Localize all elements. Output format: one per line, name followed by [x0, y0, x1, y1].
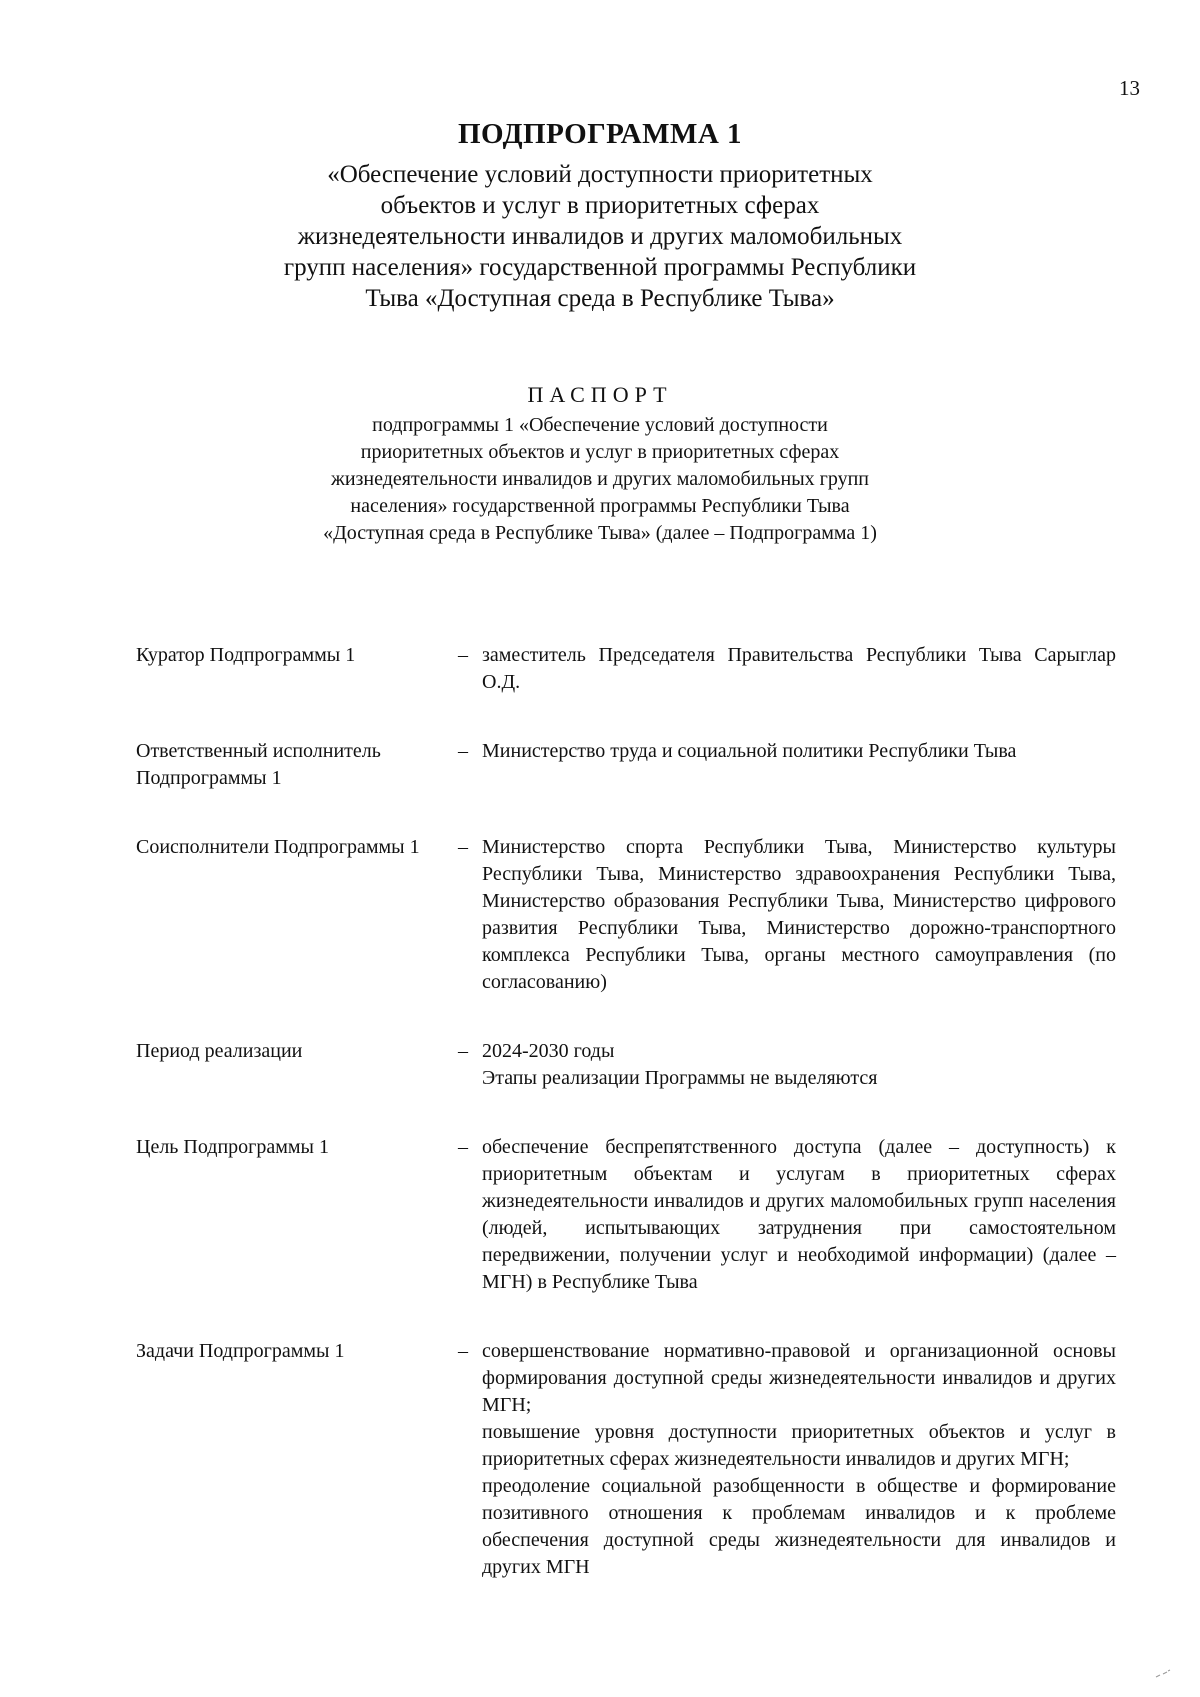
row-value: [482, 738, 1116, 792]
row-dash: –: [458, 1136, 468, 1158]
row-value-text: Министерство спорта Республики Тыва, Министерство культуры Республики Тыва, Министерство здравоохранения Республики Тыва, Министерство образования Республики Тыва, Министерство цифрового развития Республики Тыва, Министерство дорожно-транспортного комплекса Республики Тыва, органы местного самоуправления (по согласованию): [482, 836, 1116, 993]
row-value-text: повышение уровня доступности приоритетных объектов и услуг в приоритетных сферах жизнедеятельности инвалидов и других МГН;: [482, 1421, 1116, 1470]
passport-header: [0, 382, 1200, 547]
row-dash: –: [458, 836, 468, 858]
row-label: Ответственный исполнитель Подпрограммы 1: [136, 740, 381, 789]
row-value: [482, 1338, 1116, 1581]
row-value-text: обеспечение беспрепятственного доступа (далее – доступность) к приоритетным объектам и услугам в приоритетных сферах жизнедеятельности инвалидов и других маломобильных групп населения (людей, испытывающих затруднения при самостоятельном передвижении, получении услуг и необходимой информации) (далее – МГН) в Республике Тыва: [482, 1136, 1116, 1293]
row-value-text: совершенствование нормативно-правовой и организационной основы формирования доступной среды жизнедеятельности инвалидов и других МГН;: [482, 1340, 1116, 1416]
scan-artifact-icon: [1154, 1669, 1172, 1679]
row-value: [482, 642, 1116, 696]
table-row: [136, 738, 1116, 792]
passport-table: [136, 642, 1116, 1581]
passport-subtitle: подпрограммы 1 «Обеспечение условий доступности приоритетных объектов и услуг в приоритетных сферах жизнедеятельности инвалидов и других маломобильных групп населения» государственной программы Республики Тыва «Доступная среда в Республике Тыва» (далее – Подпрограмма 1): [323, 414, 877, 544]
row-dash: –: [458, 1040, 468, 1062]
table-row: [136, 642, 1116, 696]
table-row: [136, 1338, 1116, 1581]
row-value-text: Министерство труда и социальной политики Республики Тыва: [482, 740, 1017, 762]
row-dash: –: [458, 740, 468, 762]
row-value: [482, 1134, 1116, 1296]
table-row: [136, 834, 1116, 996]
row-label: Куратор Подпрограммы 1: [136, 644, 356, 666]
row-dash: –: [458, 644, 468, 666]
row-value-text: преодоление социальной разобщенности в обществе и формирование позитивного отношения к проблемам инвалидов и к проблеме обеспечения доступной среды жизнедеятельности для инвалидов и других МГН: [482, 1475, 1116, 1578]
row-label: Цель Подпрограммы 1: [136, 1136, 329, 1158]
row-value: [482, 1038, 1116, 1092]
row-label: Задачи Подпрограммы 1: [136, 1340, 345, 1362]
passport-title: ПАСПОРТ: [527, 382, 673, 407]
table-row: [136, 1038, 1116, 1092]
table-row: [136, 1134, 1116, 1296]
row-value: [482, 834, 1116, 996]
row-dash: –: [458, 1340, 468, 1362]
document-header: [0, 118, 1200, 314]
row-label: Соисполнители Подпрограммы 1: [136, 836, 420, 858]
page-number: 13: [1119, 76, 1140, 100]
row-value-text: 2024-2030 годы: [482, 1040, 615, 1062]
page-subtitle: «Обеспечение условий доступности приоритетных объектов и услуг в приоритетных сферах жизнедеятельности инвалидов и других маломобильных групп населения» государственной программы Республики Тыва «Доступная среда в Республике Тыва»: [283, 161, 917, 312]
row-label: Период реализации: [136, 1040, 303, 1062]
row-value-text: Этапы реализации Программы не выделяются: [482, 1067, 878, 1089]
page-title: ПОДПРОГРАММА 1: [457, 118, 743, 150]
row-value-text: заместитель Председателя Правительства Республики Тыва Сарыглар О.Д.: [482, 644, 1116, 693]
